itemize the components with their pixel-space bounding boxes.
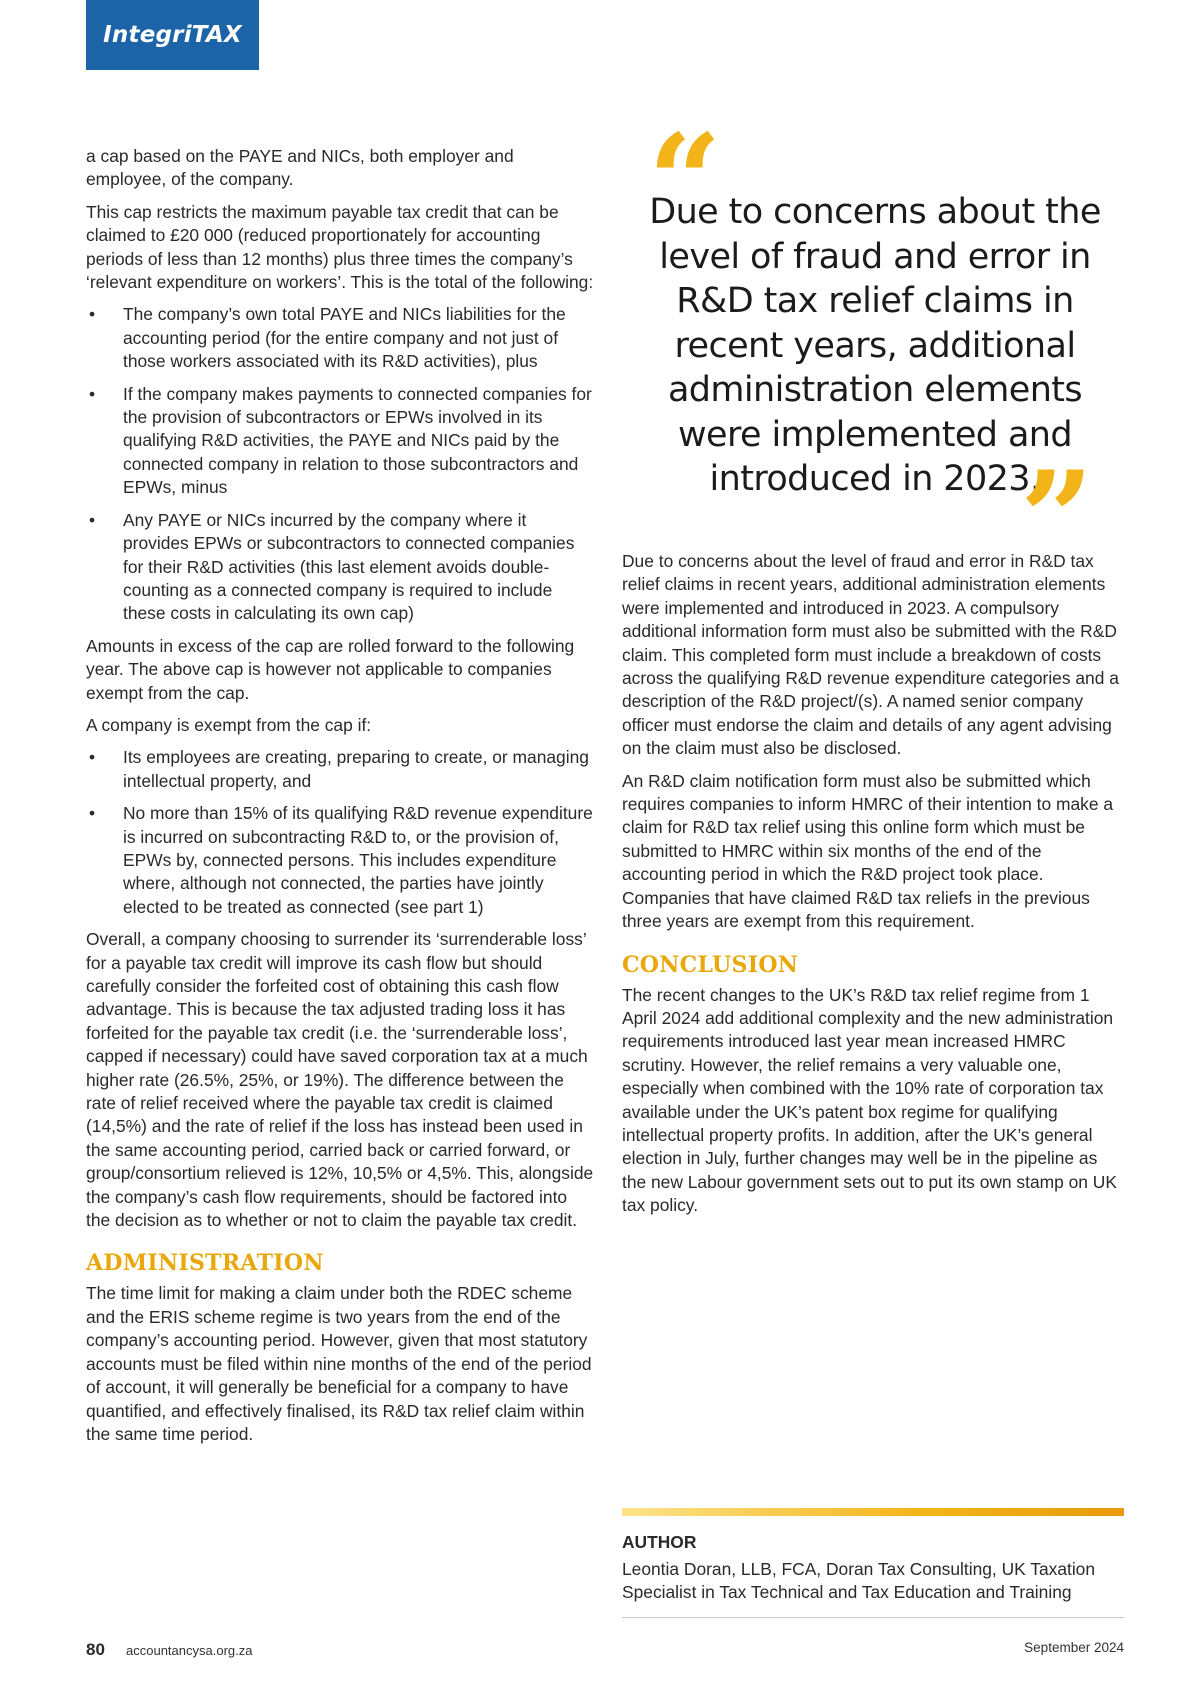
list-item: • The company’s own total PAYE and NICs liabilities for the accounting period (for the entire company and not just of those workers associated with its R&D activities), plus <box>89 304 566 372</box>
bullet-icon: • <box>89 803 96 824</box>
footer-website: accountancysa.org.za <box>126 1643 253 1658</box>
intro-paragraph-2: This cap restricts the maximum payable tax credit that can be claimed to £20 000 (reduced proportionately for accounting periods of less than 12 months) plus three times the company’s ‘relevant expenditure on workers’. This is the total of the following: <box>86 201 594 293</box>
conclusion-heading: CONCLUSION <box>622 951 799 978</box>
administration-heading: ADMINISTRATION <box>86 1250 324 1277</box>
author-divider <box>622 1508 1124 1516</box>
conclusion-paragraph: The recent changes to the UK’s R&D tax relief regime from 1 April 2024 add additional complexity and the new administration requirements introduced last year mean increased HMRC scrutiny. However, the relief remains a very valuable one, especially when combined with the 10% rate of corporation tax available under the UK’s patent box regime for qualifying intellectual property profits. In addition, after the UK’s general election in July, further changes may well be in the pipeline as the new Labour government sets out to put its own stamp on UK tax policy. <box>622 984 1117 1216</box>
page-number: 80 <box>86 1640 105 1659</box>
exempt-intro: A company is exempt from the cap if: <box>86 714 372 735</box>
pull-quote: Due to concerns about the level of fraud and error in R&D tax relief claims in recent years, additional administration elements were implemented and introduced in 2023. <box>649 192 1101 499</box>
open-quote-icon: “ <box>648 107 722 257</box>
author-bio: Leontia Doran, LLB, FCA, Doran Tax Consulting, UK Taxation Specialist in Tax Technical and Tax Education and Training <box>622 1559 1096 1602</box>
compliance-paragraph: Due to concerns about the level of fraud and error in R&D tax relief claims in recent years, additional administration elements were implemented and introduced in 2023. A compulsory additional information form must also be submitted with the R&D claim. This completed form must include a breakdown of costs across the qualifying R&D revenue expenditure categories and a description of the R&D project/(s). A named senior company officer must endorse the claim and details of any agent advising on the claim must also be disclosed. <box>622 551 1119 759</box>
bullet-icon: • <box>89 509 96 530</box>
notification-paragraph: An R&D claim notification form must also be submitted which requires companies to inform HMRC of their intention to make a claim for R&D tax relief using this online form which must be submitted to HMRC within six months of the end of the accounting period in which the R&D project took place. Companies that have claimed R&D tax reliefs in the previous three years are exempt from this requirement. <box>622 770 1114 932</box>
author-bottom-divider <box>622 1617 1124 1618</box>
author-heading: AUTHOR <box>622 1532 697 1552</box>
bullet-icon: • <box>89 747 96 768</box>
brand-logo: IntegriTAX <box>86 0 259 70</box>
right-column <box>622 550 1126 1227</box>
excess-paragraph: Amounts in excess of the cap are rolled forward to the following year. The above cap is however not applicable to companies exempt from the cap. <box>86 635 575 703</box>
close-quote-icon: ” <box>1020 444 1094 594</box>
exempt-list <box>86 746 594 919</box>
list-item: • No more than 15% of its qualifying R&D revenue expenditure is incurred on subcontracting R&D to, or the provision of, EPWs by, connected persons. This includes expenditure where, although not connected, the parties have jointly elected to be treated as connected (see part 1) <box>89 803 593 917</box>
left-column <box>86 145 594 1455</box>
list-item: • If the company makes payments to connected companies for the provision of subcontractors or EPWs involved in its qualifying R&D activities, the PAYE and NICs paid by the connected company in relation to those subcontractors and EPWs, minus <box>89 383 592 498</box>
list-item: • Its employees are creating, preparing to create, or managing intellectual property, and <box>89 747 589 791</box>
list-item: • Any PAYE or NICs incurred by the company where it provides EPWs or subcontractors to connected companies for their R&D activities (this last element avoids double-counting as a connected company is required to include these costs in calculating its own cap) <box>89 509 575 624</box>
issue-date: September 2024 <box>1024 1640 1124 1655</box>
bullet-icon: • <box>89 304 96 325</box>
overall-paragraph: Overall, a company choosing to surrender its ‘surrenderable loss’ for a payable tax credit will improve its cash flow but should carefully consider the forfeited cost of obtaining this cash flow advantage. This is because the tax adjusted trading loss it has forfeited for the payable tax credit (i.e. the ‘surrenderable loss’, capped if necessary) could have saved corporation tax at a much higher rate (26.5%, 25%, or 19%). The difference between the rate of relief received where the payable tax credit is claimed (14,5%) and the rate of relief if the loss has instead been used in the same accounting period, carried back or carried forward, or group/consortium relieved is 12%, 10,5% or 4,5%. This, alongside the company’s cash flow requirements, should be factored into the decision as to whether or not to claim the payable tax credit. <box>86 929 594 1231</box>
cap-list <box>86 303 594 625</box>
intro-paragraph-1: a cap based on the PAYE and NICs, both employer and employee, of the company. <box>86 146 514 190</box>
administration-paragraph: The time limit for making a claim under both the RDEC scheme and the ERIS scheme regime is two years from the end of the company’s accounting period. However, given that most statutory accounts must be filed within nine months of the end of the period of account, it will generally be beneficial for a company to have quantified, and effectively finalised, its R&D tax relief claim within the same time period. <box>86 1283 592 1444</box>
bullet-icon: • <box>89 383 96 404</box>
